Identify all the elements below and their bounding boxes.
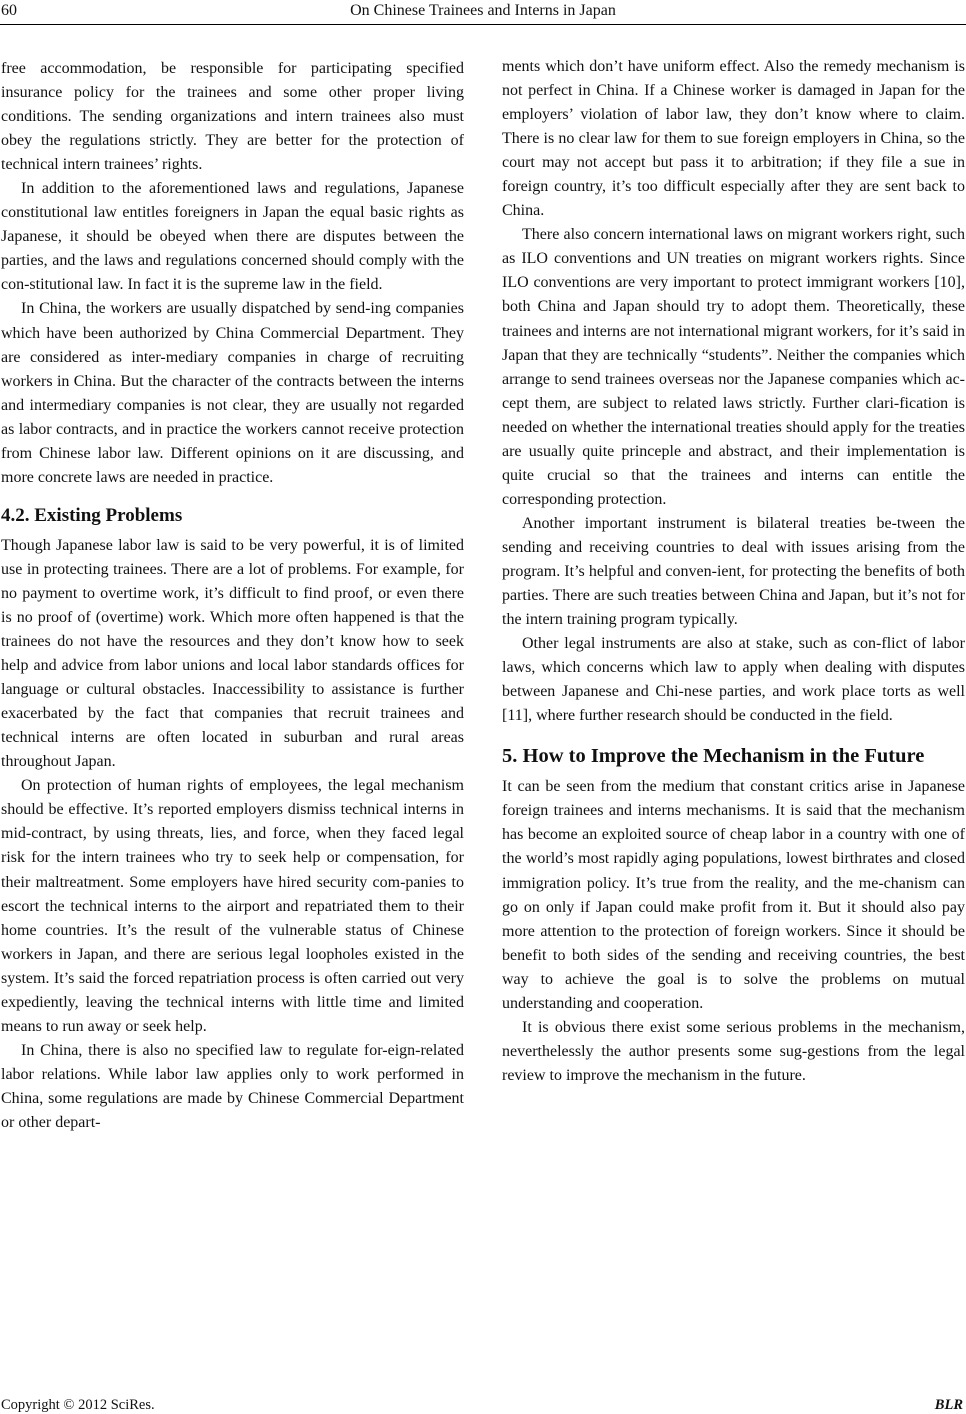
section-heading: 5. How to Improve the Mechanism in the Future	[502, 745, 925, 768]
page-number: 60	[1, 2, 17, 19]
journal-abbreviation: BLR	[934, 1397, 963, 1413]
section-heading: 4.2. Existing Problems	[1, 504, 183, 526]
running-title: On Chinese Trainees and Interns in Japan	[350, 2, 616, 19]
paragraph: In China, the workers are usually dispatched by send-ing companies which have been authorized by China Commercial Department. They are considered as inter-mediary companies in charge of recruiting workers in China. But the character of the contracts between the interns and intermediary companies is not clear, they are usually not regarded as labor contracts, and in practice the workers cannot receive protection from Chinese labor law. Different opinions on it are discussing, and more concrete laws are needed in practice.	[1, 300, 464, 486]
paragraph: Other legal instruments are also at stake, such as con-flict of labor laws, which concerns which law to apply when dealing with disputes between Japanese and Chi-nese parties, and work place torts as well [11], where further research should be conducted in the field.	[502, 635, 965, 725]
paragraph: In addition to the aforementioned laws and regulations, Japanese constitutional law entitles foreigners in Japan the equal basic rights as Japanese, it should be obeyed when there are disputes between the parties, and the laws and regulations concerned should comply with the con-stitutional law. In fact it is the supreme law in the field.	[1, 180, 464, 294]
left-column	[1, 57, 464, 1135]
paragraph: free accommodation, be responsible for participating specified insurance policy for the trainees and some other proper living conditions. The sending organizations and intern trainees also must obey the regulations strictly. They are better for the protection of technical intern trainees’ rights.	[1, 60, 464, 174]
paragraph: It can be seen from the medium that constant critics arise in Japanese foreign trainees and interns mechanisms. It is said that the mechanism has become an exploited source of cheap labor in a country with one of the world’s most rapidly aging populations, lowest birthrates and closed immigration policy. It’s true from the reality, and the me-chanism can go on only if Japan could make profit from it. But it should also pay more attention to the protection of foreign workers. Since it should be benefit to both sides of the sending and receiving countries, the best way to achieve the goal is to solve the problems on mutual understanding and cooperation.	[502, 778, 965, 1012]
right-column	[502, 55, 965, 1088]
header-rule	[0, 24, 966, 25]
copyright-notice: Copyright © 2012 SciRes.	[1, 1397, 155, 1413]
paragraph: It is obvious there exist some serious problems in the mechanism, neverthelessly the author presents some sug-gestions from the legal review to improve the mechanism in the future.	[502, 1018, 965, 1084]
paragraph: On protection of human rights of employees, the legal mechanism should be effective. It’s reported employers dismiss technical interns in mid-contract, by using threats, lies, and force, when they faced legal risk for the intern trainees who try to seek help or compensation, for their maltreatment. Some employers have hired security com-panies to escort the technical interns to the airport and repatriated them to their home countries. It’s the result of the vulnerable status of Chinese workers in Japan, and there are serious legal loopholes existed in the system. It’s said the forced repatriation process is often carried out very expediently, leaving the technical interns with little time and limited means to run away or seek help.	[1, 777, 464, 1035]
paragraph: Though Japanese labor law is said to be very powerful, it is of limited use in protecting trainees. There are a lot of problems. For example, for no payment to overtime work, it’s difficult to find proof, or even there is no proof of (overtime) work. Which more often happened is that the trainees do not have the resources and they don’t know how to seek help and advice from labor unions and local labor standards offices for language or cultural obstacles. Inaccessibility to assistance is further exacerbated by the fact that companies that recruit trainees and technical interns are often located in suburban and rural areas throughout Japan.	[1, 536, 464, 771]
paragraph: ments which don’t have uniform effect. Also the remedy mechanism is not perfect in China. If a Chinese worker is damaged in Japan for the employers’ violation of labor law, they don’t know where to claim. There is no clear law for them to sue foreign employers in China, so the court may not accept but pass it to arbitration; if they file a sue in foreign country, it’s too difficult especially after they are sent back to China.	[502, 58, 965, 220]
page-footer	[0, 1396, 966, 1414]
paragraph: In China, there is also no specified law to regulate for-eign-related labor relations. While labor law applies only to work performed in China, some regulations are made by Chinese Commercial Department or other depart-	[1, 1041, 464, 1131]
paragraph: There also concern international laws on migrant workers right, such as ILO conventions and UN treaties on migrant workers rights. Since ILO conventions are very important to protect immigrant workers [10], both China and Japan should try to adopt them. Theoretically, these trainees and interns are not international migrant workers, for it’s said in Japan that they are technically “students”. Neither the companies which arrange to send trainees overseas nor the Japanese companies which ac-cept them, are subject to related laws strictly. Further clari-fication is needed on whether the international treaties should apply for the treaties are usually quite princeple and abstract, and their implementation is quite crucial so that the trainees and interns can entitle the corresponding protection.	[502, 226, 965, 508]
paragraph: Another important instrument is bilateral treaties be-tween the sending and receiving countries to deal with issues arising from the program. It’s helpful and conven-ient, for protecting the benefits of both parties. There are such treaties between China and Japan, but it’s not for the intern training program typically.	[502, 514, 965, 629]
running-header	[0, 0, 966, 22]
